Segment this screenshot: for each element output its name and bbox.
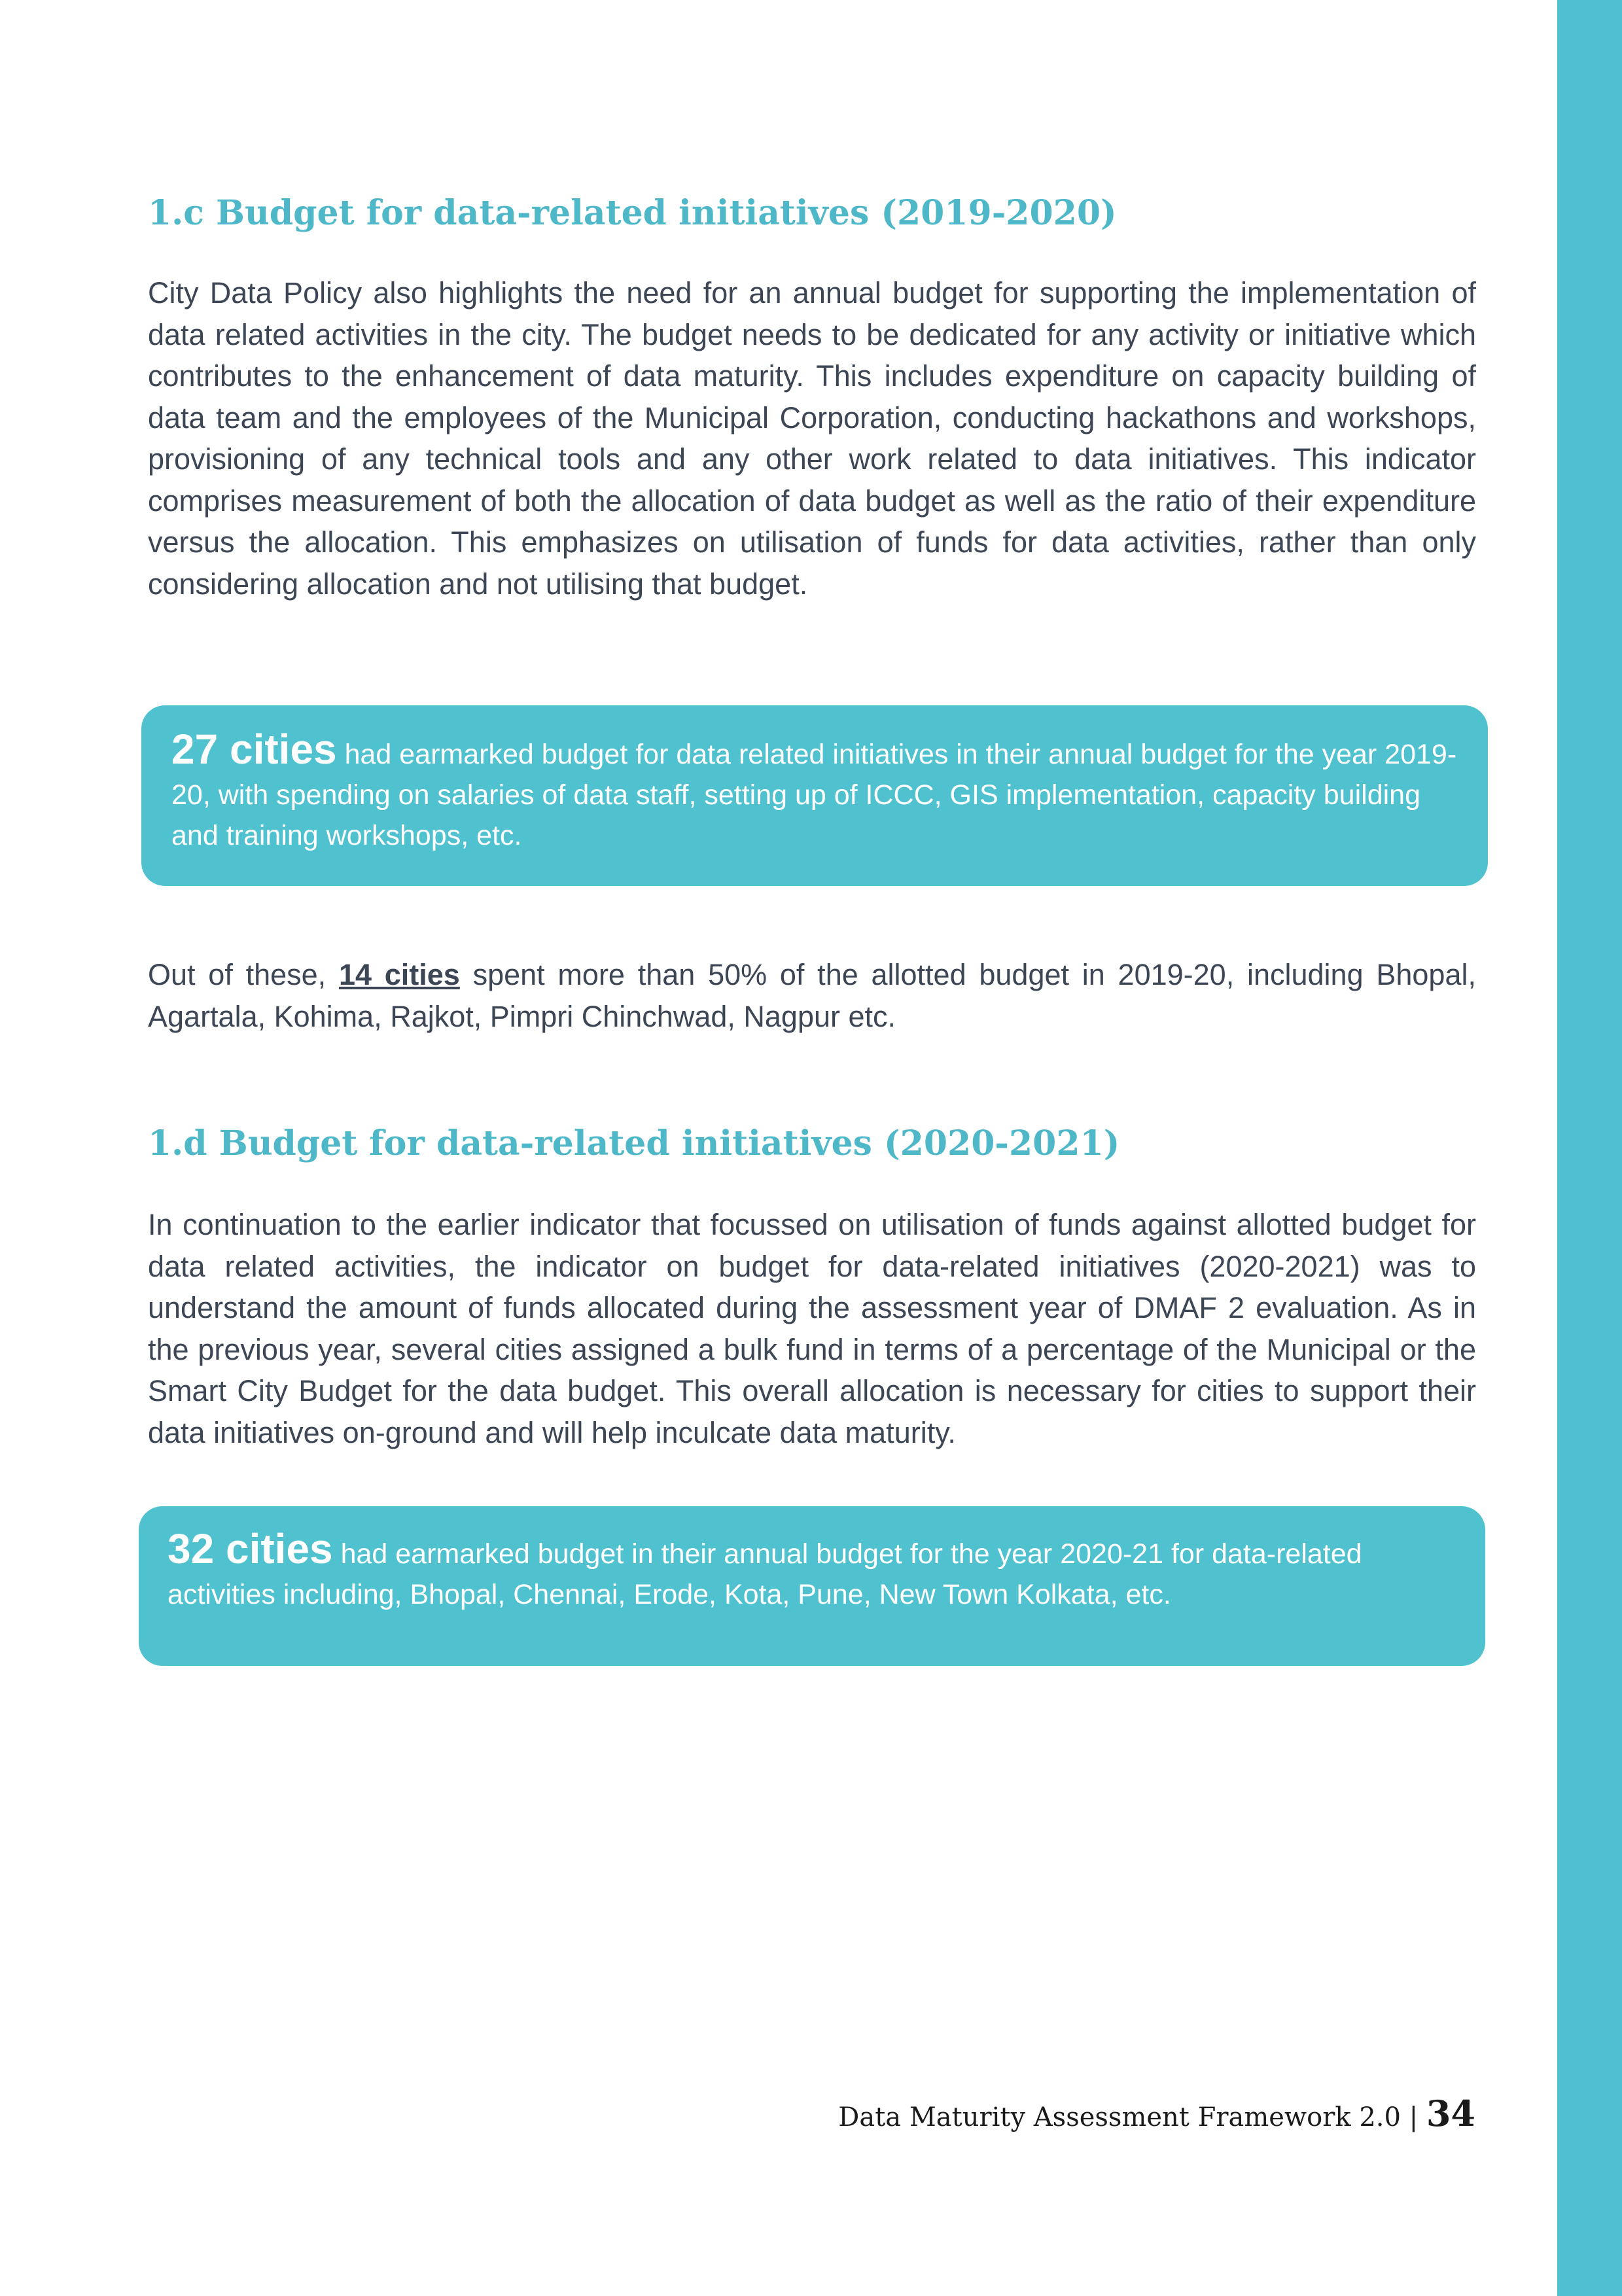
followup-prefix: Out of these, [148,958,339,991]
callout-32-cities-highlight: 32 cities [167,1525,333,1572]
callout-27-cities-body: had earmarked budget for data related initiatives in their annual budget for the year 2019-20, with spending on salaries of data staff, setting up of ICCC, GIS implementation, capacity building and training workshops, etc. [171,739,1457,851]
section-1c-followup [148,954,1476,1037]
page-number: 34 [1426,2093,1475,2134]
callout-27-cities-text [171,726,1459,856]
section-1d-body: In continuation to the earlier indicator that focussed on utilisation of funds against allotted budget for data related activities, the indicator on budget for data-related initiatives (2020-2021) was to understand the amount of funds allocated during the assessment year of DMAF 2 evaluation. As in the previous year, several cities assigned a bulk fund in terms of a percentage of the Municipal or the Smart City Budget for the data budget. This overall allocation is necessary for cities to support their data initiatives on-ground and will help inculcate data maturity. [148,1208,1476,1449]
callout-27-cities-highlight: 27 cities [171,726,337,773]
callout-32-cities-text [167,1525,1456,1615]
callout-32-cities-body: had earmarked budget in their annual budget for the year 2020-21 for data-related activities including, Bhopal, Chennai, Erode, Kota, Pune, New Town Kolkata, etc. [167,1538,1362,1610]
page-footer [838,2094,1475,2137]
section-1d-heading: 1.d Budget for data-related initiatives (2020-2021) [148,1123,1120,1163]
footer-title: Data Maturity Assessment Framework 2.0 [838,2102,1401,2132]
section-1c-body: City Data Policy also highlights the need for an annual budget for supporting the implementation of data related activities in the city. The budget needs to be dedicated for any activity or initiative which contributes to the enhancement of data maturity. This includes expenditure on capacity building of data team and the employees of the Municipal Corporation, conducting hackathons and workshops, provisioning of any technical tools and any other work related to data initiatives. This indicator comprises measurement of both the allocation of data budget as well as the ratio of their expenditure versus the allocation. This emphasizes on utilisation of funds for data activities, rather than only considering allocation and not utilising that budget. [148,276,1476,601]
callout-32-cities [139,1506,1485,1666]
followup-suffix: spent more than 50% of the allotted budget in 2019-20, including Bhopal, Agartala, Kohima, Rajkot, Pimpri Chinchwad, Nagpur etc. [148,958,1476,1033]
side-accent-bar [1557,0,1622,2296]
callout-27-cities [141,705,1488,886]
followup-14-cities: 14 cities [338,958,460,991]
section-1c-heading: 1.c Budget for data-related initiatives (2019-2020) [148,193,1117,233]
footer-separator: | [1400,2102,1426,2132]
